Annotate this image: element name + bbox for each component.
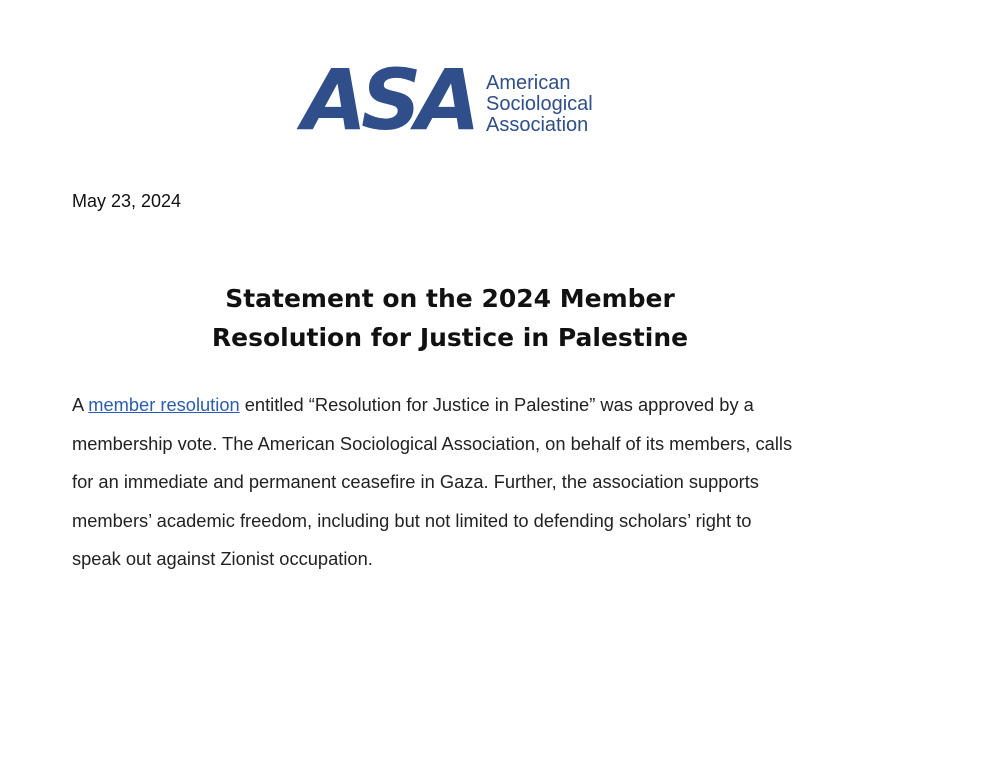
body-line-1-rest: entitled “Resolution for Justice in Palestine” was approved by a	[239, 394, 754, 415]
title-line-1: Statement on the 2024 Member	[225, 284, 675, 313]
body-line-4: members’ academic freedom, including but not limited to defending scholars’ right to	[72, 509, 752, 531]
logo-line-3: Association	[486, 113, 589, 136]
statement-title	[180, 279, 720, 357]
statement-body	[72, 386, 852, 579]
logo-line-2: Sociological	[486, 92, 593, 115]
member-resolution-link[interactable]: member resolution	[88, 394, 240, 415]
asa-logo-wordmark	[486, 73, 593, 136]
title-line-2: Resolution for Justice in Palestine	[211, 323, 689, 352]
body-prefix: A	[72, 394, 89, 415]
asa-logo-letters: ASA	[302, 51, 475, 149]
statement-date: May 23, 2024	[72, 191, 182, 211]
body-line-5: speak out against Zionist occupation.	[72, 548, 373, 570]
body-line-1	[72, 386, 852, 425]
asa-logo	[302, 51, 593, 149]
logo-line-1: American	[486, 71, 571, 94]
body-line-2: membership vote. The American Sociological Association, on behalf of its members, calls	[72, 432, 793, 454]
body-line-3: for an immediate and permanent ceasefire in Gaza. Further, the association supports	[72, 471, 759, 493]
asa-logo-mark	[302, 51, 475, 149]
